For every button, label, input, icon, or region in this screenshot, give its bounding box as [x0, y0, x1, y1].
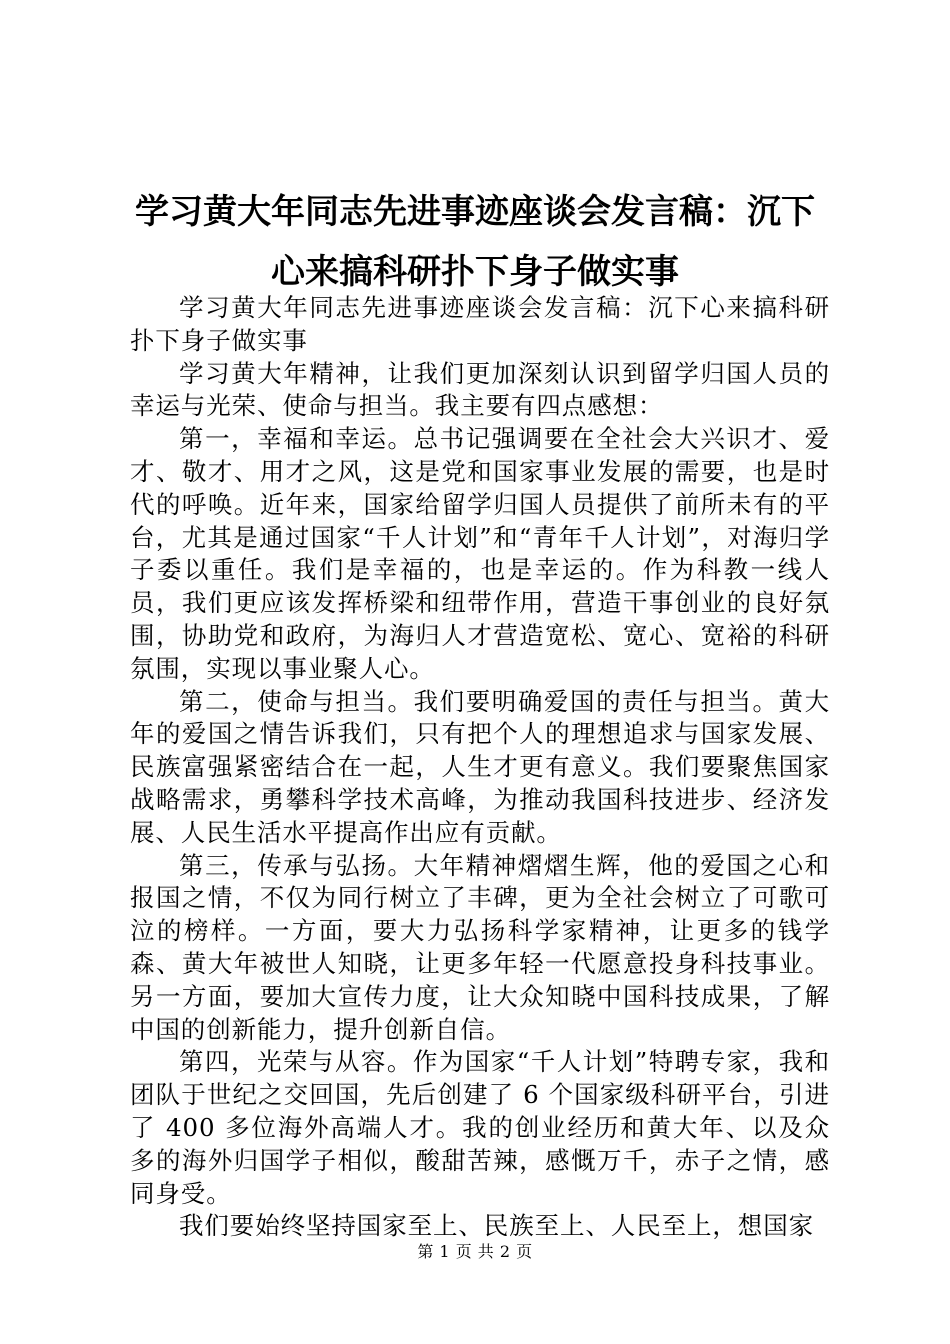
paragraph-intro: 学习黄大年精神，让我们更加深刻认识到留学归国人员的幸运与光荣、使命与担当。我主要有四点感想： [130, 358, 830, 421]
paragraph-point-one: 第一，幸福和幸运。总书记强调要在全社会大兴识才、爱才、敬才、用才之风，这是党和国家事业发展的需要，也是时代的呼唤。近年来，国家给留学归国人员提供了前所未有的平台，尤其是通过国家“千人计划”和“青年千人计划”，对海归学子委以重任。我们是幸福的，也是幸运的。作为科教一线人员，我们更应该发挥桥梁和纽带作用，营造干事创业的良好氛围，协助党和政府，为海归人才营造宽松、宽心、宽裕的科研氛围，实现以事业聚人心。 [130, 424, 830, 683]
paragraph-point-four: 第四，光荣与从容。作为国家“千人计划”特聘专家，我和团队于世纪之交回国，先后创建了 6 个国家级科研平台，引进了 400 多位海外高端人才。我的创业经历和黄大年、以及众多的海外归国学子相似，酸甜苦辣，感慨万千，赤子之情，感同身受。 [130, 1047, 830, 1208]
paragraph-point-two: 第二，使命与担当。我们要明确爱国的责任与担当。黄大年的爱国之情告诉我们，只有把个人的理想追求与国家发展、民族富强紧密结合在一起，人生才更有意义。我们要聚焦国家战略需求，勇攀科学技术高峰，为推动我国科技进步、经济发展、人民生活水平提高作出应有贡献。 [130, 686, 830, 847]
document-title: 学习黄大年同志先进事迹座谈会发言稿：沉下心来搞科研扑下身子做实事 [135, 192, 815, 292]
paragraph-closing: 我们要始终坚持国家至上、民族至上、人民至上，想国家 [179, 1211, 814, 1241]
page-number-footer: 第 1 页 共 2 页 [417, 1242, 533, 1261]
paragraph-heading-repeat: 学习黄大年同志先进事迹座谈会发言稿：沉下心来搞科研扑下身子做实事 [130, 293, 830, 355]
document-body [130, 292, 830, 1243]
paragraph-point-three: 第三，传承与弘扬。大年精神熠熠生辉，他的爱国之心和报国之情，不仅为同行树立了丰碑，更为全社会树立了可歌可泣的榜样。一方面，要大力弘扬科学家精神，让更多的钱学森、黄大年被世人知晓，让更多年轻一代愿意投身科技事业。另一方面，要加大宣传力度，让大众知晓中国科技成果，了解中国的创新能力，提升创新自信。 [130, 850, 830, 1044]
